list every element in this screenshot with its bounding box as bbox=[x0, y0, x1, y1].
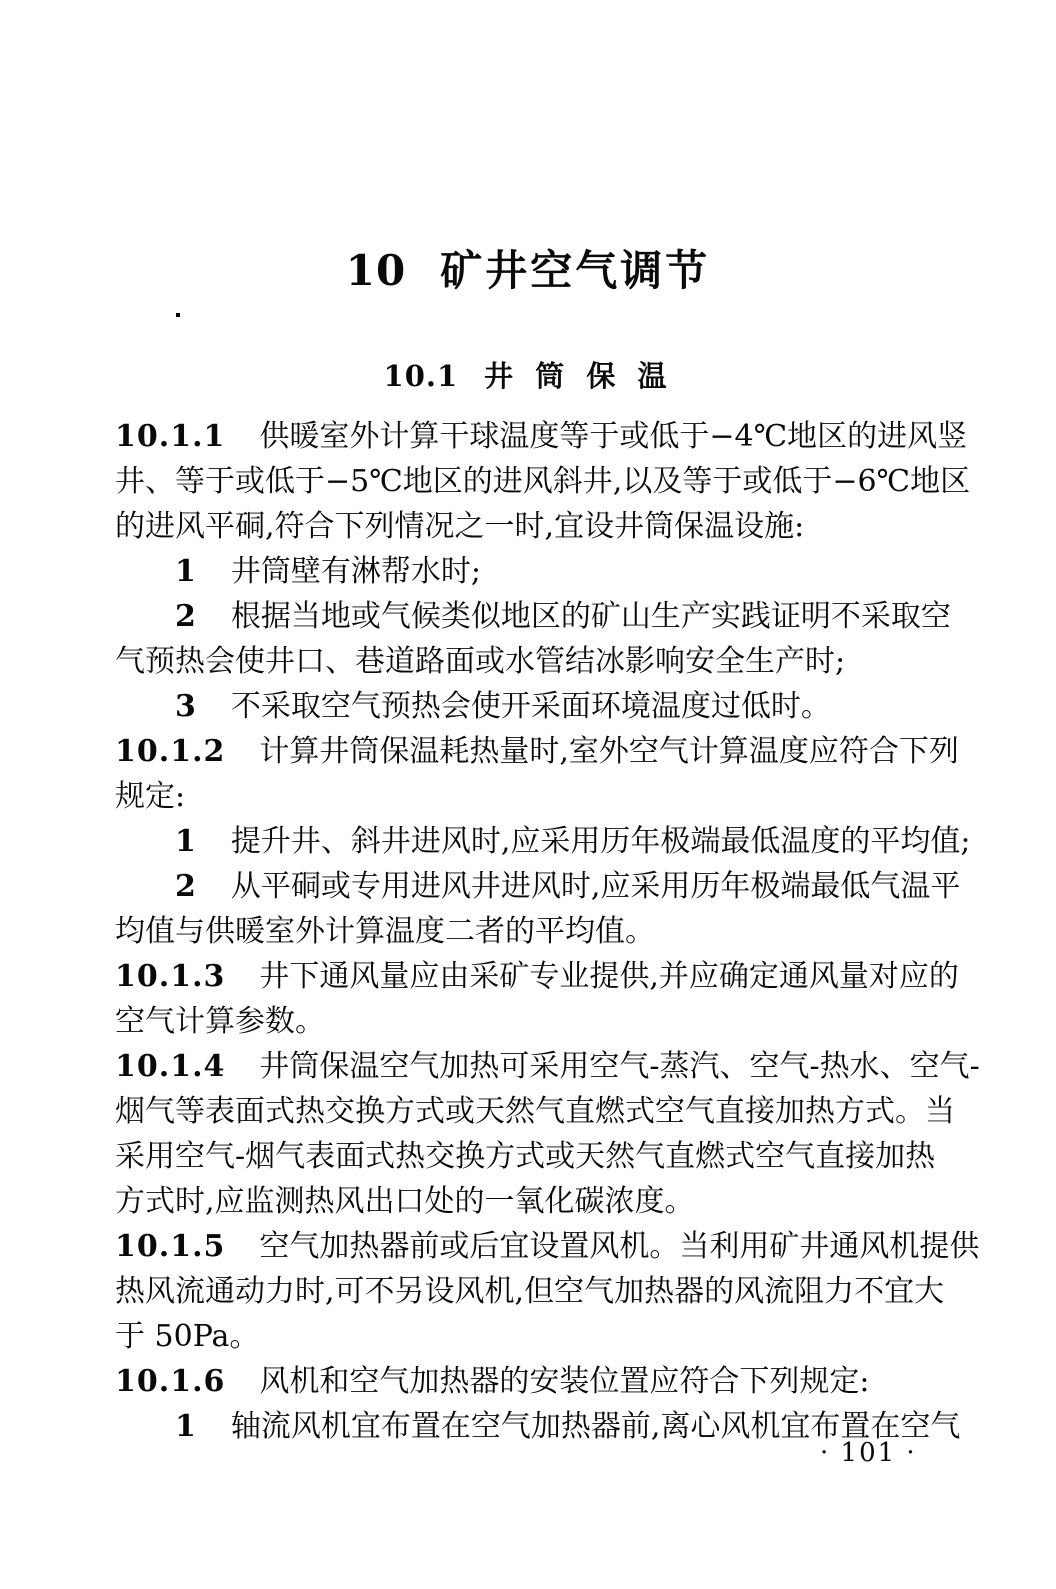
list-item-line bbox=[115, 1404, 961, 1449]
line-text: 均值与供暖室外计算温度二者的平均值。 bbox=[115, 914, 655, 949]
text-line bbox=[115, 1134, 941, 1179]
line-text: 烟气等表面式热交换方式或天然气直燃式空气直接加热方式。当 bbox=[115, 1094, 955, 1129]
text-line bbox=[115, 999, 941, 1044]
line-text: 井下通风量应由采矿专业提供,并应确定通风量对应的 bbox=[259, 959, 959, 994]
text-line bbox=[115, 459, 971, 504]
clause-number: 10.1.1 bbox=[115, 419, 226, 454]
item-number: 2 bbox=[175, 599, 197, 634]
clause-number: 10.1.2 bbox=[115, 734, 226, 769]
line-text: 根据当地或气候类似地区的矿山生产实践证明不采取空 bbox=[230, 599, 951, 634]
section-title bbox=[0, 354, 1056, 395]
line-text: 计算井筒保温耗热量时,室外空气计算温度应符合下列 bbox=[259, 734, 959, 769]
section-name: 井 筒 保 温 bbox=[484, 359, 673, 393]
item-number: 1 bbox=[175, 824, 197, 859]
text-line bbox=[115, 1269, 945, 1314]
chapter-number: 10 bbox=[345, 246, 407, 295]
page-number-text: · 101 · bbox=[820, 1438, 917, 1468]
text-line bbox=[115, 774, 941, 819]
clause-number: 10.1.4 bbox=[115, 1049, 226, 1084]
chapter-name: 矿井空气调节 bbox=[440, 246, 711, 295]
list-item-line bbox=[115, 864, 961, 909]
body-text bbox=[115, 414, 980, 1449]
list-item-line bbox=[115, 819, 971, 864]
text-line bbox=[115, 909, 941, 954]
line-text: 井筒壁有淋帮水时; bbox=[230, 554, 481, 589]
line-text: 空气加热器前或后宜设置风机。当利用矿井通风机提供 bbox=[259, 1229, 980, 1264]
list-item-line bbox=[115, 594, 951, 639]
line-text: 于 50Pa。 bbox=[115, 1319, 260, 1354]
clause-line bbox=[115, 729, 959, 774]
page-number bbox=[820, 1438, 917, 1468]
line-text: 井、等于或低于−5℃地区的进风斜井,以及等于或低于−6℃地区 bbox=[115, 464, 971, 499]
text-line bbox=[115, 639, 941, 684]
clause-number: 10.1.6 bbox=[115, 1364, 226, 1399]
line-text: 不采取空气预热会使开采面环境温度过低时。 bbox=[230, 689, 831, 724]
item-number: 1 bbox=[175, 1409, 197, 1444]
line-text: 方式时,应监测热风出口处的一氧化碳浓度。 bbox=[115, 1184, 695, 1219]
line-text: 规定: bbox=[115, 779, 186, 814]
item-number: 1 bbox=[175, 554, 197, 589]
list-item-line bbox=[115, 684, 941, 729]
section-number: 10.1 bbox=[383, 359, 459, 393]
line-text: 空气计算参数。 bbox=[115, 1004, 325, 1039]
clause-line bbox=[115, 414, 968, 459]
item-number: 3 bbox=[175, 689, 197, 724]
clause-line bbox=[115, 1044, 980, 1089]
clause-number: 10.1.5 bbox=[115, 1229, 226, 1264]
line-text: 供暖室外计算干球温度等于或低于−4℃地区的进风竖 bbox=[259, 419, 968, 454]
line-text: 提升井、斜井进风时,应采用历年极端最低温度的平均值; bbox=[230, 824, 971, 859]
text-line bbox=[115, 1314, 941, 1359]
list-item-line bbox=[115, 549, 941, 594]
line-text: 从平硐或专用进风井进风时,应采用历年极端最低气温平 bbox=[230, 869, 961, 904]
chapter-title bbox=[0, 238, 1056, 298]
text-line bbox=[115, 504, 941, 549]
text-line bbox=[115, 1089, 955, 1134]
line-text: 风机和空气加热器的安装位置应符合下列规定: bbox=[259, 1364, 870, 1399]
line-text: 热风流通动力时,可不另设风机,但空气加热器的风流阻力不宜大 bbox=[115, 1274, 945, 1309]
line-text: 轴流风机宜布置在空气加热器前,离心风机宜布置在空气 bbox=[230, 1409, 961, 1444]
item-number: 2 bbox=[175, 869, 197, 904]
scan-artifact-dot bbox=[176, 313, 180, 317]
line-text: 的进风平硐,符合下列情况之一时,宜设井筒保温设施: bbox=[115, 509, 805, 544]
clause-line bbox=[115, 954, 959, 999]
clause-line bbox=[115, 1359, 941, 1404]
line-text: 井筒保温空气加热可采用空气-蒸汽、空气-热水、空气- bbox=[259, 1049, 980, 1084]
clause-line bbox=[115, 1224, 980, 1269]
line-text: 采用空气-烟气表面式热交换方式或天然气直燃式空气直接加热 bbox=[115, 1139, 936, 1174]
text-line bbox=[115, 1179, 941, 1224]
line-text: 气预热会使井口、巷道路面或水管结冰影响安全生产时; bbox=[115, 644, 846, 679]
clause-number: 10.1.3 bbox=[115, 959, 226, 994]
